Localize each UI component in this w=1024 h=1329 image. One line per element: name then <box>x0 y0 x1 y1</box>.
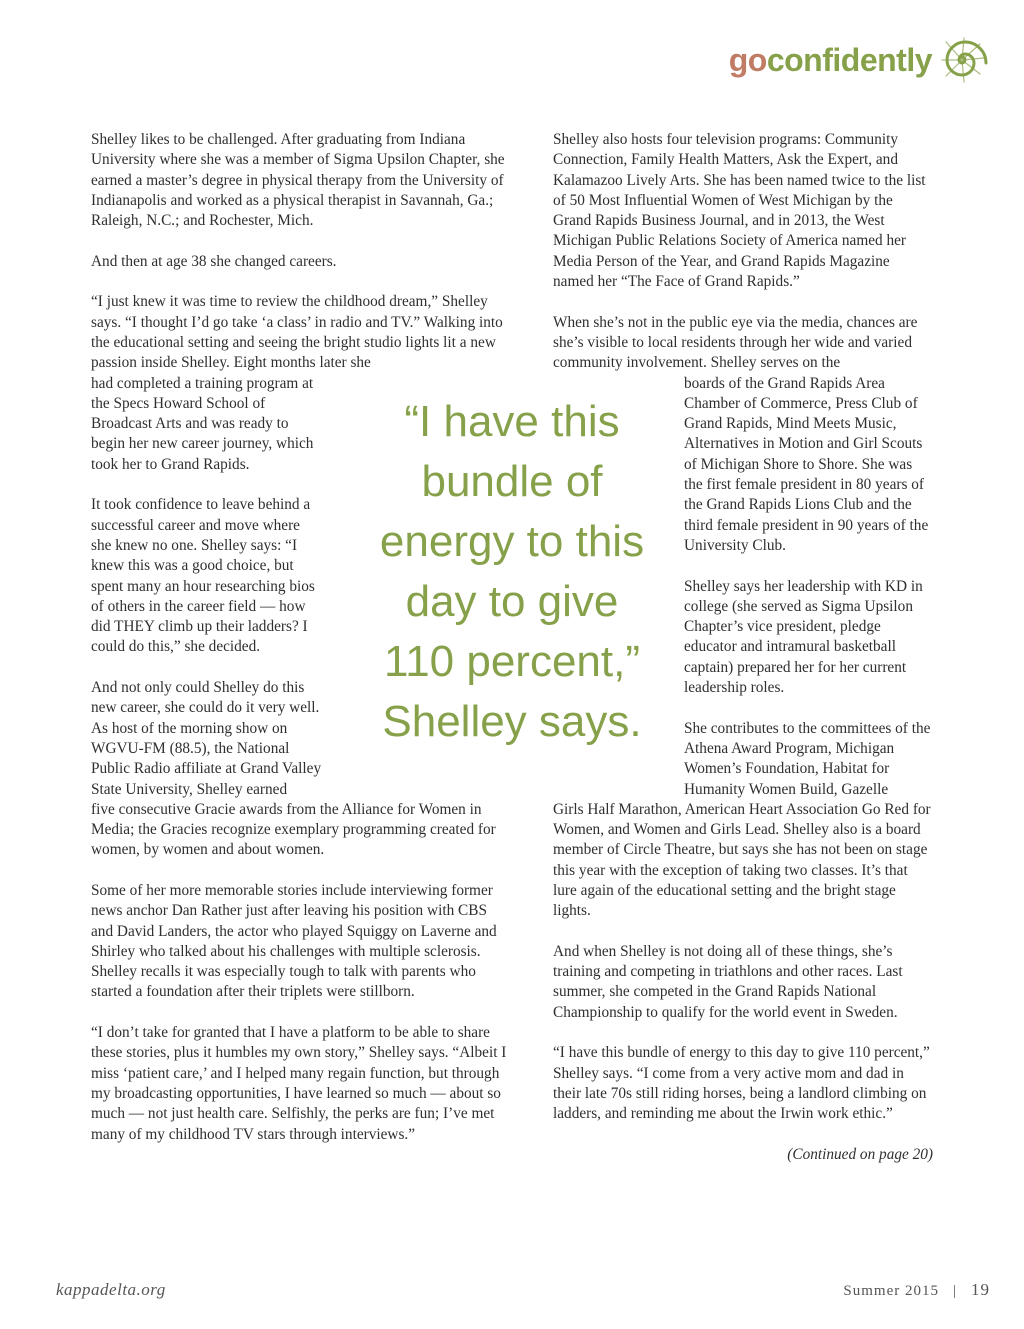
body-paragraph: Some of her more memorable stories include interviewing former news anchor Dan Rather just after leaving his position with CBS and David Landers, the actor who played Squiggy on Laverne and Shirley who talked about his challenges with multiple sclerosis. Shelley recalls it was especially tough to talk with parents who started a foundation after their triplets were stillborn. <box>91 881 497 1001</box>
page-number: 19 <box>971 1280 990 1299</box>
body-paragraph: “I don’t take for granted that I have a platform to be able to share these stories, plus it humbles my own story,” Shelley says. “Albeit I miss ‘patient care,’ and I helped many regain function, but through my broadcasting opportunities, I have learned so much — about so much — not just health care. Selfishly, the perks are fun; I’ve met many of my childhood TV stars through interviews.” <box>91 1024 507 1143</box>
footer-issue <box>843 1280 990 1300</box>
body-paragraph: Girls Half Marathon, American Heart Association Go Red for Women, and Women and Girls Lead. Shelley also is a board member of Circle Theatre, but says she has not been on stage this year with the exception of taking two classes. It’s that lure again of the educational setting and the bright stage lights. <box>553 800 931 920</box>
brand-confidently: confidently <box>766 41 932 78</box>
pull-quote-line: bundle of <box>421 457 603 506</box>
pull-quote-line: 110 percent,” <box>383 637 640 686</box>
body-paragraph: She contributes to the committees of the Athena Award Program, Michigan Women’s Foundation, Habitat for Humanity Women Build, Gazelle <box>684 719 931 798</box>
body-paragraph: “I just knew it was time to review the childhood dream,” Shelley says. “I thought I’d go take ‘a class’ in radio and TV.” Walking into the educational setting and seeing the bright studio lights lit a new passion inside Shelley. Eight months later she <box>91 293 503 372</box>
body-paragraph: had completed a training program at the Specs Howard School of Broadcast Arts and was ready to begin her new career journey, which took her to Grand Rapids. <box>91 374 314 473</box>
pull-quote-line: Shelley says. <box>382 697 642 746</box>
issue-label: Summer 2015 <box>843 1283 939 1299</box>
nautilus-shell-icon <box>934 32 990 88</box>
body-paragraph: boards of the Grand Rapids Area Chamber of Commerce, Press Club of Grand Rapids, Mind Meets Music, Alternatives in Motion and Girl Scouts of Michigan Shore to Shore. She was the first female president in 80 years of the Grand Rapids Lions Club and the third female president in 90 years of the University Club. <box>684 374 929 554</box>
continued-note: (Continued on page 20) <box>787 1145 933 1163</box>
body-paragraph: And then at age 38 she changed careers. <box>91 252 337 270</box>
body-paragraph: And not only could Shelley do this new career, she could do it very well. As host of the morning show on WGVU-FM (88.5), the National Public Radio affiliate at Grand Valley State University, Shelley earned <box>91 679 322 798</box>
section-brand <box>729 28 990 92</box>
body-paragraph: five consecutive Gracie awards from the Alliance for Women in Media; the Gracies recognize exemplary programming created for women, by women and about women. <box>91 800 496 859</box>
body-paragraph: “I have this bundle of energy to this day to give 110 percent,” Shelley says. “I come from a very active mom and dad in their late 70s still riding horses, being a landlord climbing on ladders, and reminding me about the Irwin work ethic.” <box>553 1044 930 1123</box>
footer-website: kappadelta.org <box>56 1280 166 1299</box>
pull-quote-line: energy to this <box>379 517 645 566</box>
pull-quote-line: day to give <box>405 577 619 626</box>
pull-quote-line: “I have this <box>404 397 620 446</box>
body-paragraph: And when Shelley is not doing all of these things, she’s training and competing in triathlons and other races. Last summer, she competed in the Grand Rapids National Championship to qualify for the world event in Sweden. <box>553 942 903 1021</box>
body-paragraph: It took confidence to leave behind a successful career and move where she knew no one. Shelley says: “I knew this was a good choice, but spent many an hour researching bios of others in the career field — how did THEY climb up their ladders? I could do this,” she decided. <box>91 496 315 656</box>
body-paragraph: Shelley likes to be challenged. After graduating from Indiana University where she was a member of Sigma Upsilon Chapter, she earned a master’s degree in physical therapy from the University of Indianapolis and worked as a physical therapist in Savannah, Ga.; Raleigh, N.C.; and Rochester, Mich. <box>91 131 505 230</box>
brand-go: go <box>728 41 767 78</box>
body-paragraph: Shelley also hosts four television programs: Community Connection, Family Health Matters, Ask the Expert, and Kalamazoo Lively Arts. She has been named twice to the list of 50 Most Influential Women of West Michigan by the Grand Rapids Business Journal, and in 2013, the West Michigan Public Relations Society of America named her Media Person of the Year, and Grand Rapids Magazine named her “The Face of Grand Rapids.” <box>553 131 926 291</box>
right-column <box>553 130 933 1185</box>
footer-separator: | <box>952 1283 957 1299</box>
body-paragraph: Shelley says her leadership with KD in college (she served as Sigma Upsilon Chapter’s vice president, pledge educator and intramural basketball captain) prepared her for her current leadership roles. <box>684 577 923 697</box>
brand-wordmark <box>729 42 932 79</box>
body-paragraph: When she’s not in the public eye via the media, chances are she’s visible to local residents through her wide and varied community involvement. Shelley serves on the <box>553 313 918 372</box>
